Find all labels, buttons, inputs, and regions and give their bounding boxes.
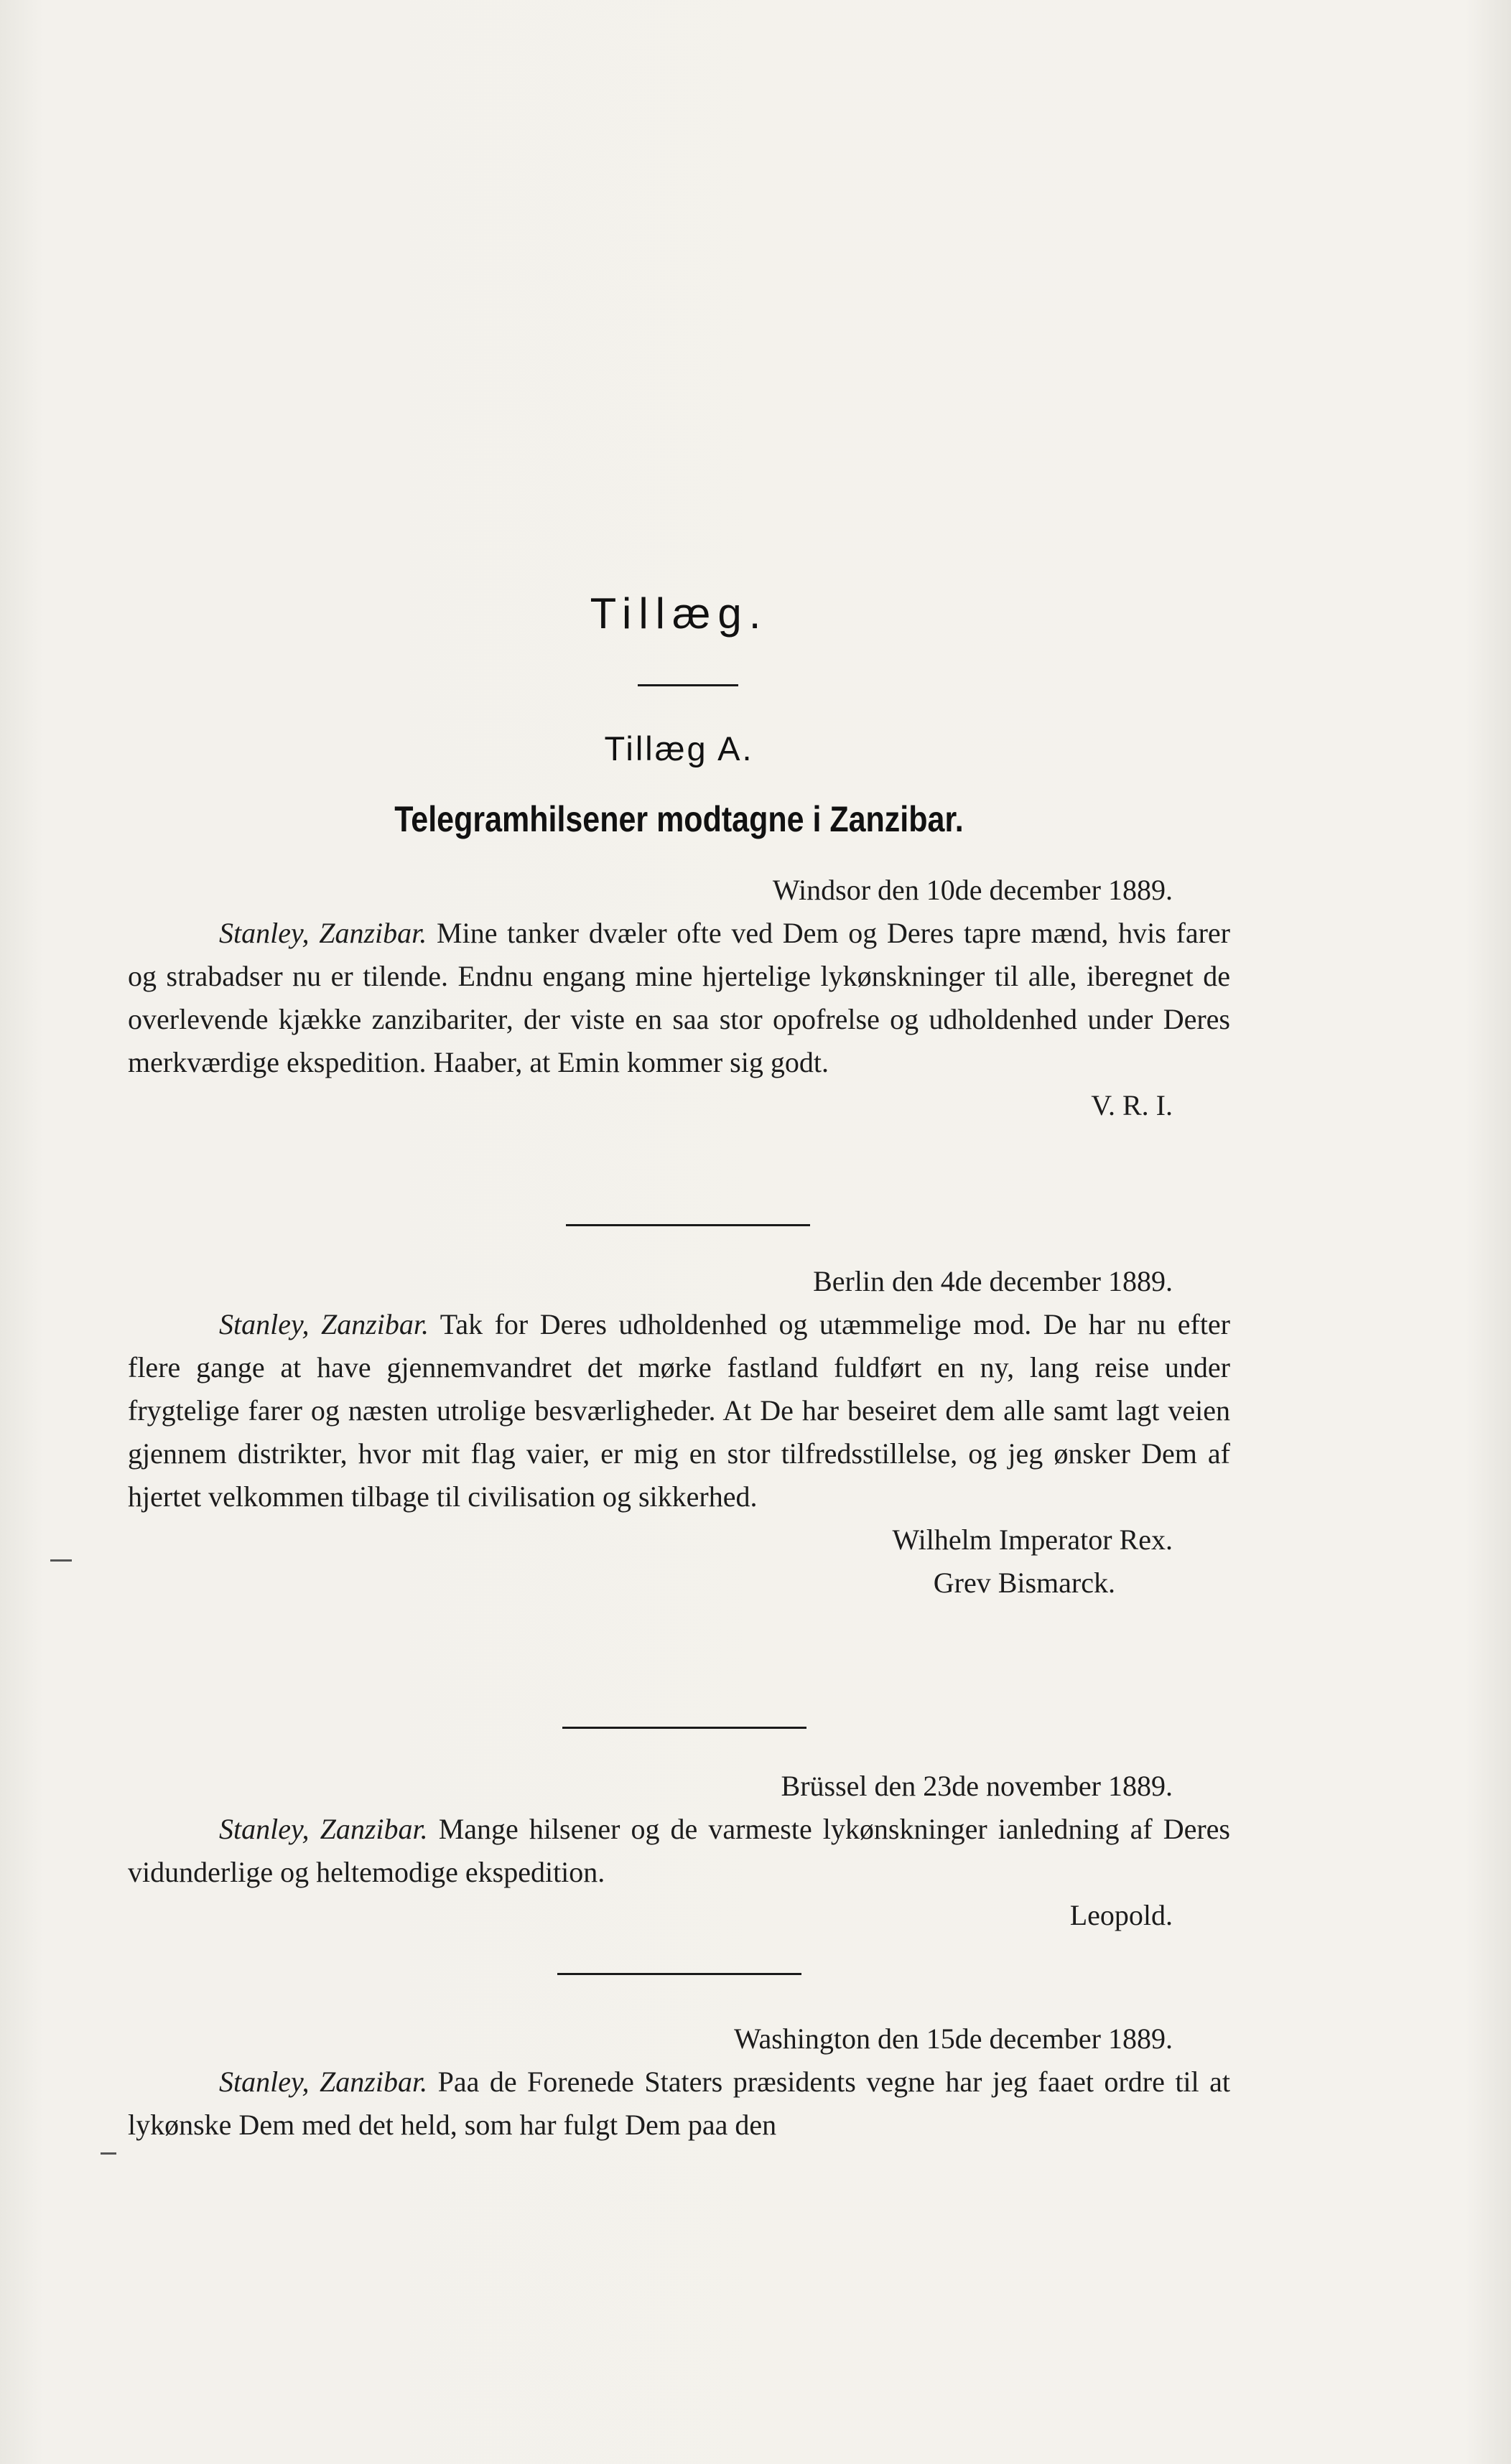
telegram-windsor: [128, 869, 1230, 1127]
section-divider: [562, 1727, 806, 1729]
telegram-addressee: Stanley, Zanzibar.: [219, 2066, 428, 2098]
telegram-addressee: Stanley, Zanzibar.: [219, 1308, 429, 1340]
section-divider: [566, 1224, 810, 1226]
telegram-addressee: Stanley, Zanzibar.: [219, 917, 427, 949]
appendix-subtitle: Tillæg A.: [604, 729, 754, 767]
telegram-text: Mange hilsener og de varmeste lykønskninger ianledning af Deres vidunderlige og heltemodige ekspedition.: [128, 1813, 1230, 1888]
telegram-body: [128, 912, 1230, 1084]
margin-mark: [50, 1559, 72, 1562]
telegram-dateline: Windsor den 10de december 1889.: [772, 874, 1173, 906]
telegram-dateline: Brüssel den 23de november 1889.: [781, 1770, 1173, 1802]
telegram-signature: Grev Bismarck.: [933, 1567, 1115, 1599]
telegram-text: Tak for Deres udholdenhed og utæmmelige mod. De har nu efter flere gange at have gjennemvandret det mørke fastland fuldført en ny, lang reise under frygtelige farer og næsten utrolige besværligheder. At De har beseiret dem alle samt lagt veien gjennem distrikter, hvor mit flag vaier, er mig en stor tilfredsstillelse, og jeg ønsker Dem af hjertet velkommen tilbage til civilisation og sikkerhed.: [128, 1308, 1230, 1513]
telegram-washington: [128, 2017, 1230, 2147]
telegram-signature: V. R. I.: [1091, 1089, 1173, 1121]
telegram-dateline: Berlin den 4de december 1889.: [813, 1265, 1173, 1297]
page-title: Tillæg.: [590, 589, 768, 638]
section-divider: [557, 1973, 801, 1975]
telegram-body: [128, 1808, 1230, 1894]
margin-mark: [101, 2152, 116, 2155]
telegram-body: [128, 2061, 1230, 2147]
telegram-berlin: [128, 1260, 1230, 1605]
telegram-text: Paa de Forenede Staters præsidents vegne har jeg faaet ordre til at lykønske Dem med det held, som har fulgt Dem paa den: [128, 2066, 1231, 2141]
telegram-signature: Leopold.: [1069, 1899, 1173, 1931]
telegram-body: [128, 1303, 1230, 1518]
title-divider: [638, 684, 738, 686]
telegram-text: Mine tanker dvæler ofte ved Dem og Deres tapre mænd, hvis farer og strabadser nu er tilende. Endnu engang mine hjertelige lykønskninger til alle, iberegnet de overlevende kjække zanzibariter, der viste en saa stor opofrelse og udholdenhed under Deres merkværdige ekspedition. Haaber, at Emin kommer sig godt.: [128, 917, 1230, 1078]
telegram-dateline: Washington den 15de december 1889.: [733, 2022, 1173, 2055]
telegram-brussel: [128, 1765, 1230, 1937]
section-title: Telegramhilsener modtagne i Zanzibar.: [394, 799, 964, 839]
telegram-addressee: Stanley, Zanzibar.: [219, 1813, 428, 1845]
telegram-signature: Wilhelm Imperator Rex.: [892, 1523, 1173, 1556]
